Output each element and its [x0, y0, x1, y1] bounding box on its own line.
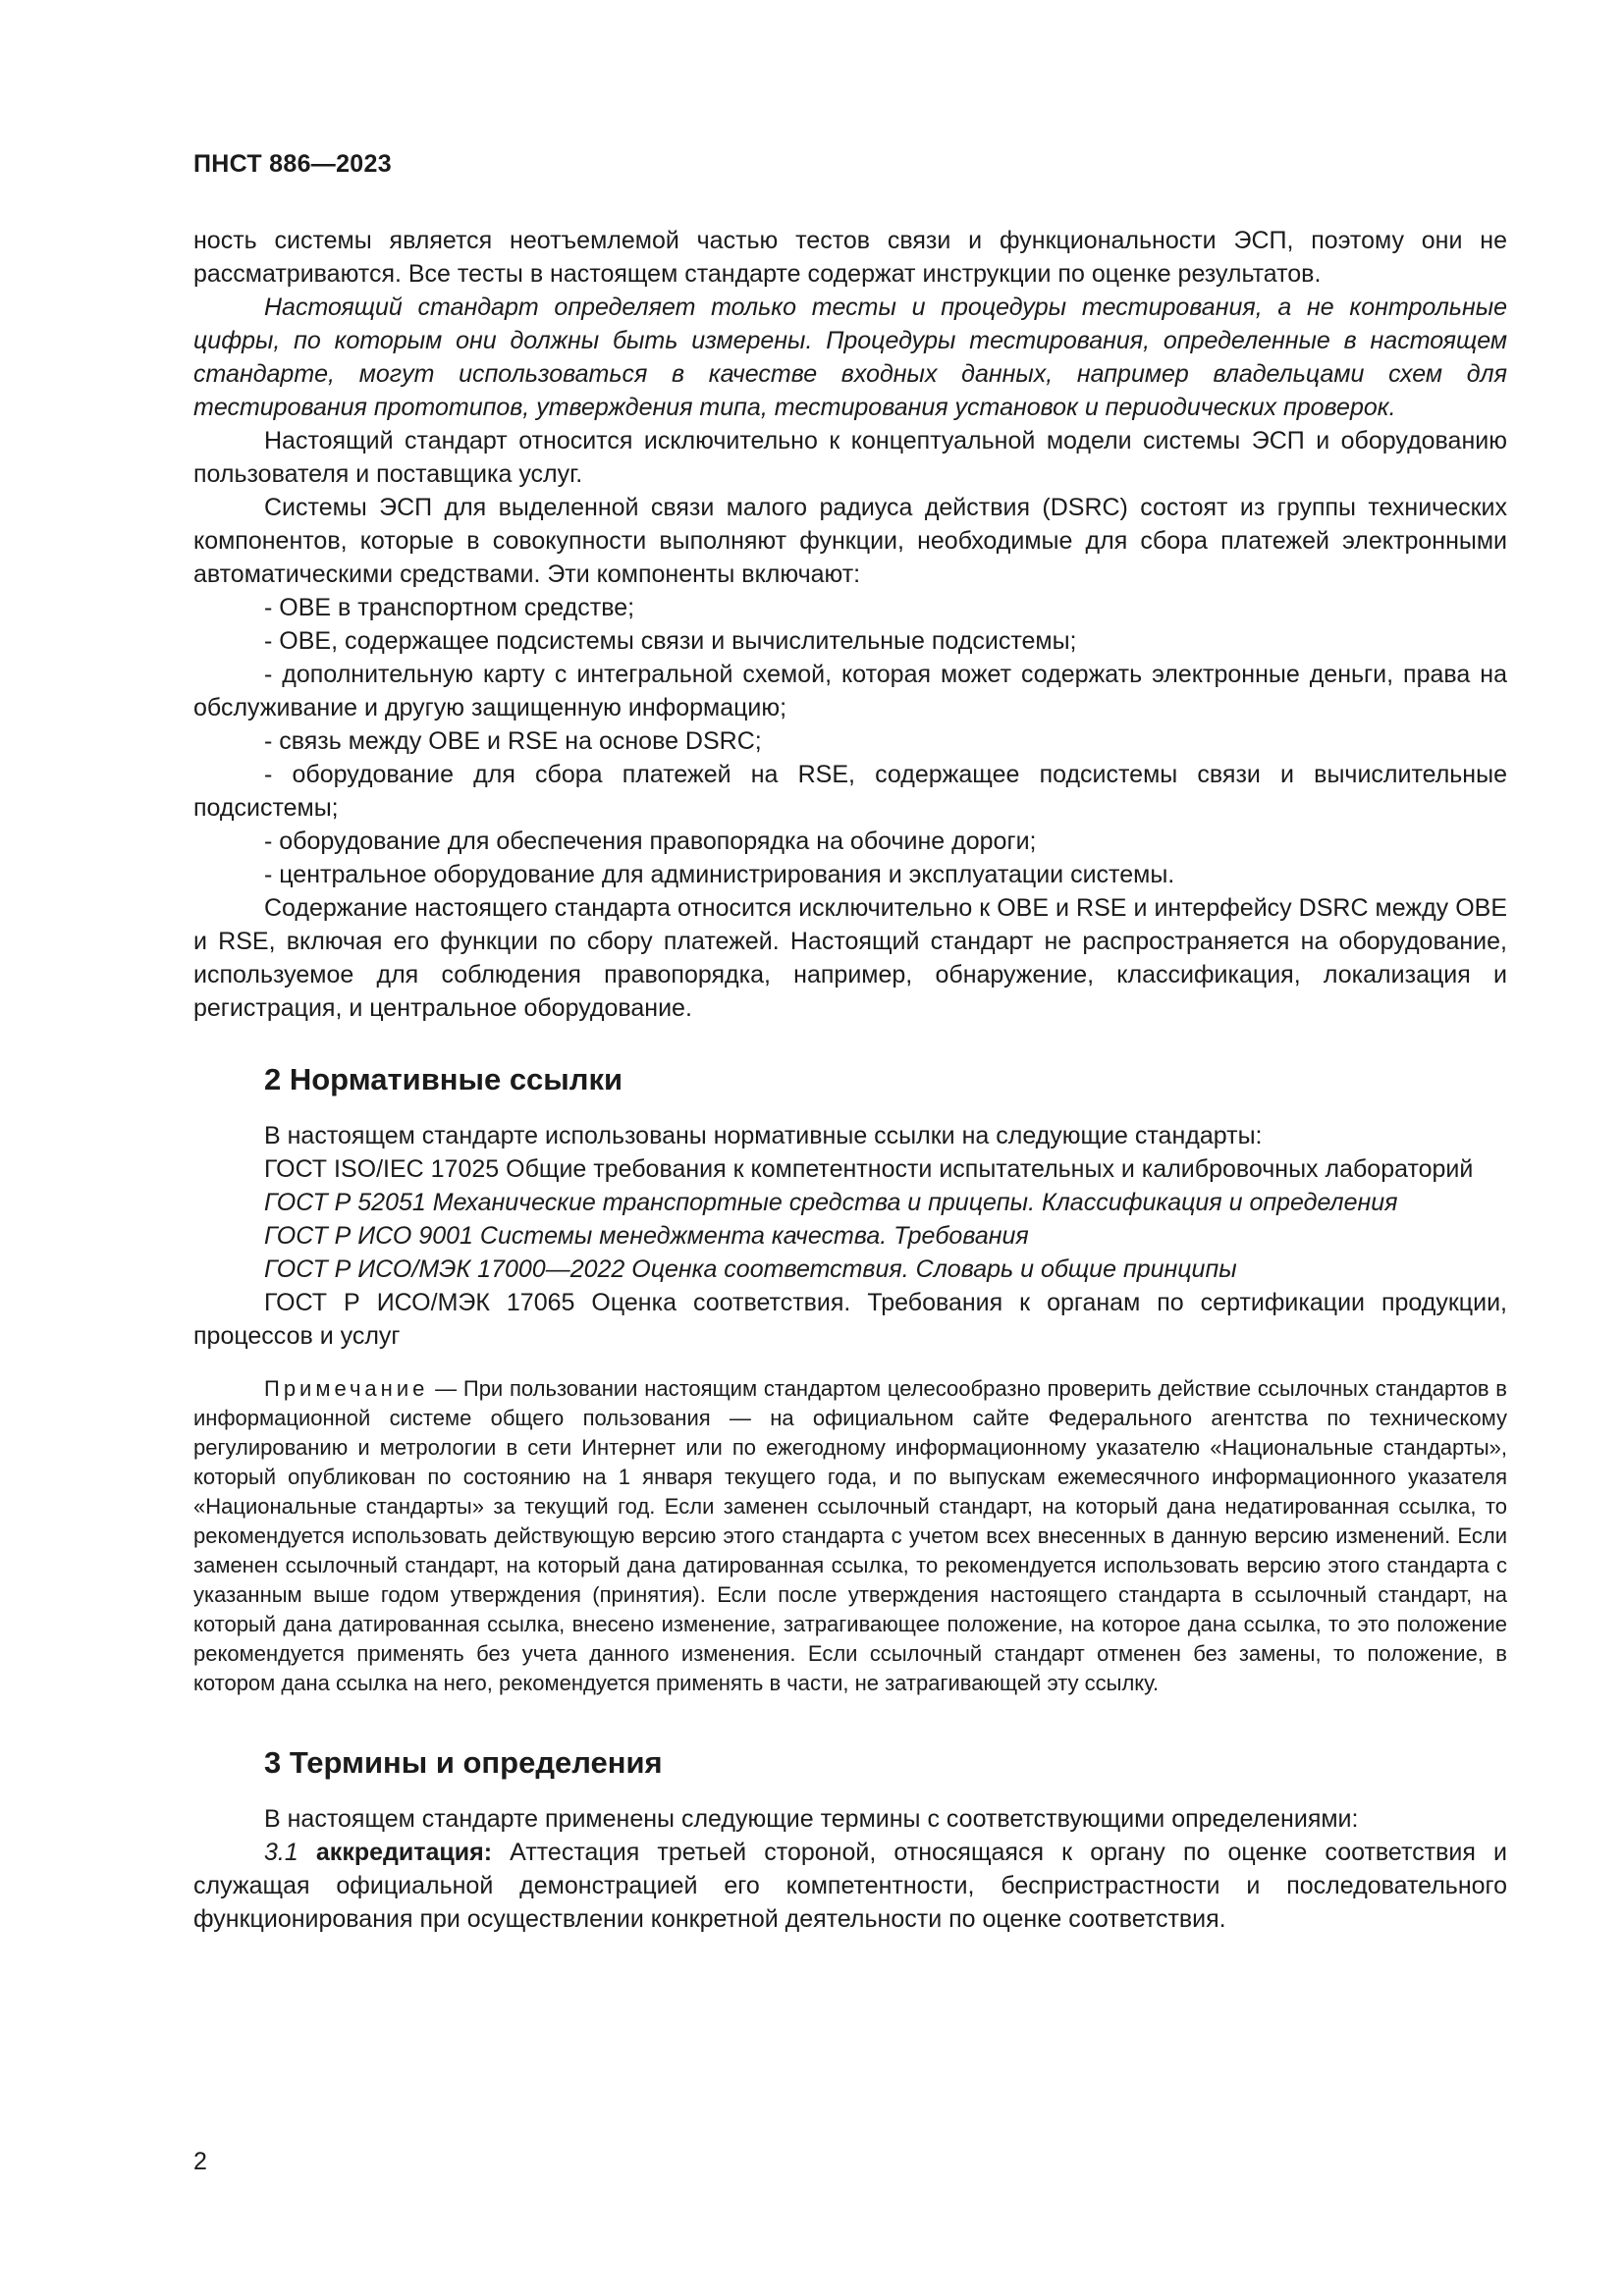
- component-list-item: - связь между OBE и RSE на основе DSRC;: [264, 727, 762, 755]
- reference-item: ГОСТ Р ИСО/МЭК 17065 Оценка соответствия. Требования к органам по сертификации продукции, процессов и услуг: [193, 1289, 1507, 1350]
- intro-paragraph-1: ность системы является неотъемлемой частью тестов связи и функциональности ЭСП, поэтому они не рассматриваются. Все тесты в настоящем стандарте содержат инструкции по оценке результатов.: [193, 227, 1507, 288]
- intro-paragraph-3: Настоящий стандарт относится исключительно к концептуальной модели системы ЭСП и оборудованию пользователя и поставщика услуг.: [193, 427, 1507, 488]
- component-list-item: - OBE в транспортном средстве;: [264, 594, 635, 621]
- component-list-item: - центральное оборудование для администрирования и эксплуатации системы.: [264, 861, 1175, 888]
- term-name: аккредитация:: [315, 1839, 493, 1866]
- intro-paragraph-2: Настоящий стандарт определяет только тесты и процедуры тестирования, а не контрольные цифры, по которым они должны быть измерены. Процедуры тестирования, определенные в настоящем стандарте, могут использоваться в качестве входных данных, например владельцами схем для тестирования прототипов, утверждения типа, тестирования установок и периодических проверок.: [193, 294, 1507, 421]
- component-list-item: - оборудование для обеспечения правопорядка на обочине дороги;: [264, 828, 1037, 855]
- term-number: 3.1: [264, 1839, 298, 1866]
- section-heading-terms: 3 Термины и определения: [264, 1745, 663, 1780]
- reference-item: ГОСТ Р 52051 Механические транспортные средства и прицепы. Классификация и определения: [264, 1189, 1398, 1216]
- page-number: 2: [193, 2148, 207, 2175]
- reference-item: ГОСТ Р ИСО 9001 Системы менеджмента качества. Требования: [264, 1222, 1029, 1250]
- section-2-intro: В настоящем стандарте использованы нормативные ссылки на следующие стандарты:: [264, 1122, 1263, 1149]
- intro-paragraph-4: Системы ЭСП для выделенной связи малого радиуса действия (DSRC) состоят из группы технических компонентов, которые в совокупности выполняют функции, необходимые для сбора платежей электронными автоматическими средствами. Эти компоненты включают:: [193, 494, 1507, 588]
- section-heading-normative-references: 2 Нормативные ссылки: [264, 1062, 623, 1096]
- component-list-item: - OBE, содержащее подсистемы связи и вычислительные подсистемы;: [264, 627, 1077, 655]
- component-list-item: - дополнительную карту с интегральной схемой, которая может содержать электронные деньги, права на обслуживание и другую защищенную информацию;: [193, 661, 1507, 721]
- page-content: [193, 224, 1507, 1936]
- component-list-item: - оборудование для сбора платежей на RSE, содержащее подсистемы связи и вычислительные подсистемы;: [193, 761, 1507, 822]
- note-text: — При пользовании настоящим стандартом целесообразно проверить действие ссылочных стандартов в информационной системе общего пользования — на официальном сайте Федерального агентства по техническому регулированию и метрологии в сети Интернет или по ежегодному информационному указателю «Национальные стандарты», который опубликован по состоянию на 1 января текущего года, и по выпускам ежемесячного информационного указателя «Национальные стандарты» за текущий год. Если заменен ссылочный стандарт, на который дана недатированная ссылка, то рекомендуется использовать действующую версию этого стандарта с учетом всех внесенных в данную версию изменений. Если заменен ссылочный стандарт, на который дана датированная ссылка, то рекомендуется использовать версию этого стандарта с указанным выше годом утверждения (принятия). Если после утверждения настоящего стандарта в ссылочный стандарт, на который дана датированная ссылка, внесено изменение, затрагивающее положение, на которое дана ссылка, то это положение рекомендуется применять без учета данного изменения. Если ссылочный стандарт отменен без замены, то положение, в котором дана ссылка на него, рекомендуется применять в части, не затрагивающей эту ссылку.: [193, 1376, 1507, 1695]
- reference-item: ГОСТ Р ИСО/МЭК 17000—2022 Оценка соответствия. Словарь и общие принципы: [264, 1255, 1237, 1283]
- reference-item: ГОСТ ISO/IEC 17025 Общие требования к компетентности испытательных и калибровочных лабораторий: [264, 1155, 1474, 1183]
- note-block: [193, 1374, 1507, 1698]
- note-label: Примечание: [264, 1376, 429, 1401]
- document-id-header: ПНСТ 886—2023: [193, 150, 392, 178]
- term-entry: [193, 1836, 1507, 1936]
- intro-paragraph-5: Содержание настоящего стандарта относится исключительно к OBE и RSE и интерфейсу DSRC между OBE и RSE, включая его функции по сбору платежей. Настоящий стандарт не распространяется на оборудование, используемое для соблюдения правопорядка, например, обнаружение, классификация, локализация и регистрация, и центральное оборудование.: [193, 894, 1507, 1022]
- section-3-intro: В настоящем стандарте применены следующие термины с соответствующими определениями:: [264, 1805, 1359, 1833]
- term-definition: Аттестация третьей стороной, относящаяся к органу по оценке соответствия и служащая официальной демонстрацией его компетентности, беспристрастности и последовательного функционирования при осуществлении конкретной деятельности по оценке соответствия.: [193, 1839, 1507, 1933]
